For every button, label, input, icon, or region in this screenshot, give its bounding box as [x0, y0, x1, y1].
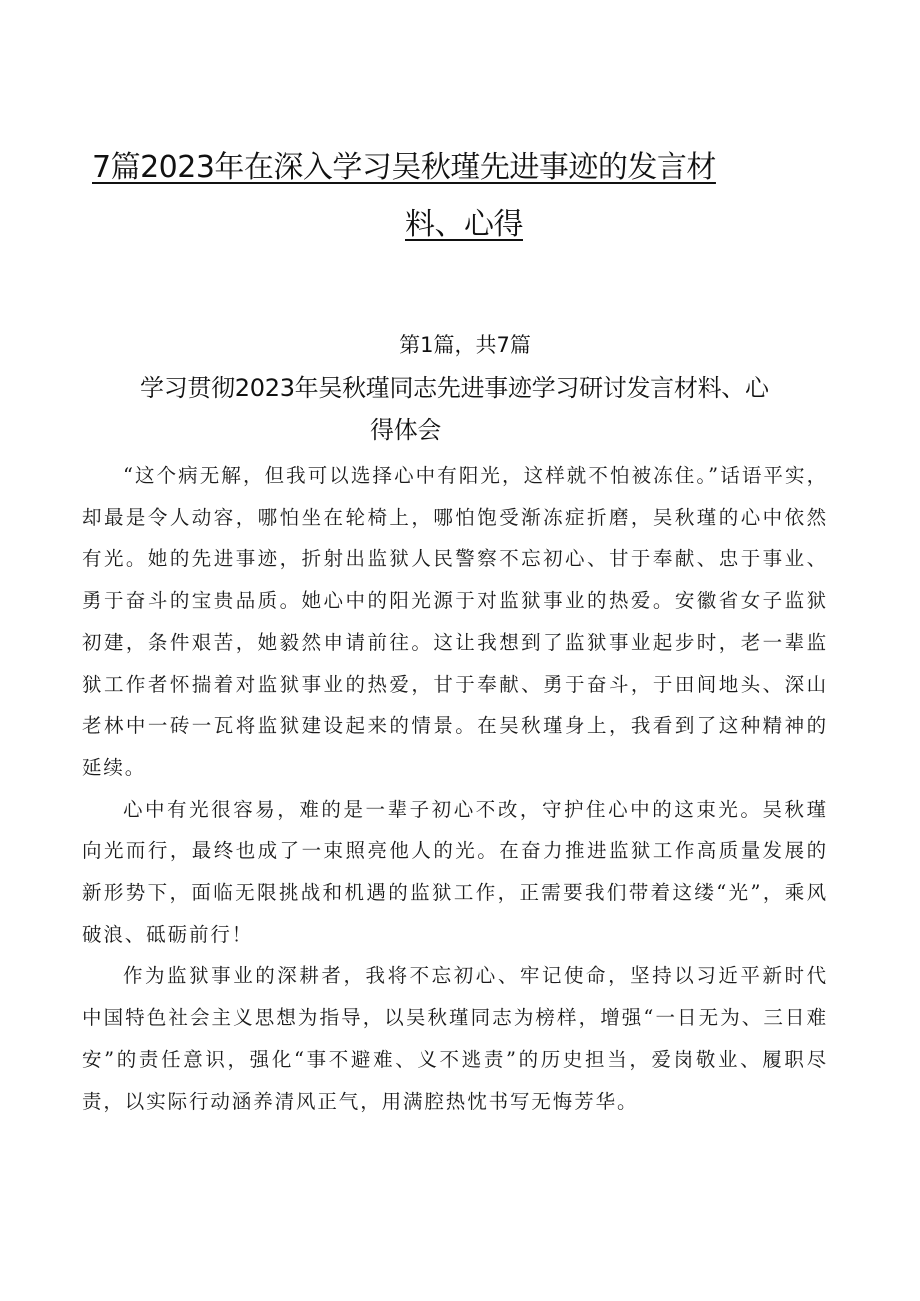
- body-paragraph: “这个病无解，但我可以选择心中有阳光，这样就不怕被冻住。”话语平实，却最是令人动容，哪怕坐在轮椅上，哪怕饱受渐冻症折磨，吴秋瑾的心中依然有光。她的先进事迹，折射出监狱人民警察不忘初心、甘于奉献、忠于事业、勇于奋斗的宝贵品质。她心中的阳光源于对监狱事业的热爱。安徽省女子监狱初建，条件艰苦，她毅然申请前往。这让我想到了监狱事业起步时，老一辈监狱工作者怀揣着对监狱事业的热爱，甘于奉献、勇于奋斗，于田间地头、深山老林中一砖一瓦将监狱建设起来的情景。在吴秋瑾身上，我看到了这种精神的延续。: [82, 464, 828, 779]
- document-title-line1: [92, 142, 852, 186]
- article-subtitle: [140, 367, 860, 451]
- document-title-line2: [0, 199, 920, 243]
- title-text-line1: 7篇2023年在深入学习吴秋瑾先进事迹的发言材: [92, 150, 716, 185]
- body-paragraph: 作为监狱事业的深耕者，我将不忘初心、牢记使命，坚持以习近平新时代中国特色社会主义思想为指导，以吴秋瑾同志为榜样，增强“一日无为、三日难安”的责任意识，强化“事不避难、义不逃责”的历史担当，爱岗敬业、履职尽责，以实际行动涵养清风正气，用满腔热忱书写无悔芳华。: [82, 964, 828, 1113]
- part-label: 第1篇，共7篇: [399, 333, 531, 357]
- subtitle-line1: 学习贯彻2023年吴秋瑾同志先进事迹学习研讨发言材料、心: [140, 374, 769, 402]
- body-paragraph: 心中有光很容易，难的是一辈子初心不改，守护住心中的这束光。吴秋瑾向光而行，最终也成了一束照亮他人的光。在奋力推进监狱工作高质量发展的新形势下，面临无限挑战和机遇的监狱工作，正需要我们带着这缕“光”，乘风破浪、砥砺前行！: [82, 797, 828, 946]
- title-text-line2: 料、心得: [405, 207, 523, 242]
- subtitle-line2: 得体会: [370, 416, 442, 444]
- article-body: [82, 455, 828, 1122]
